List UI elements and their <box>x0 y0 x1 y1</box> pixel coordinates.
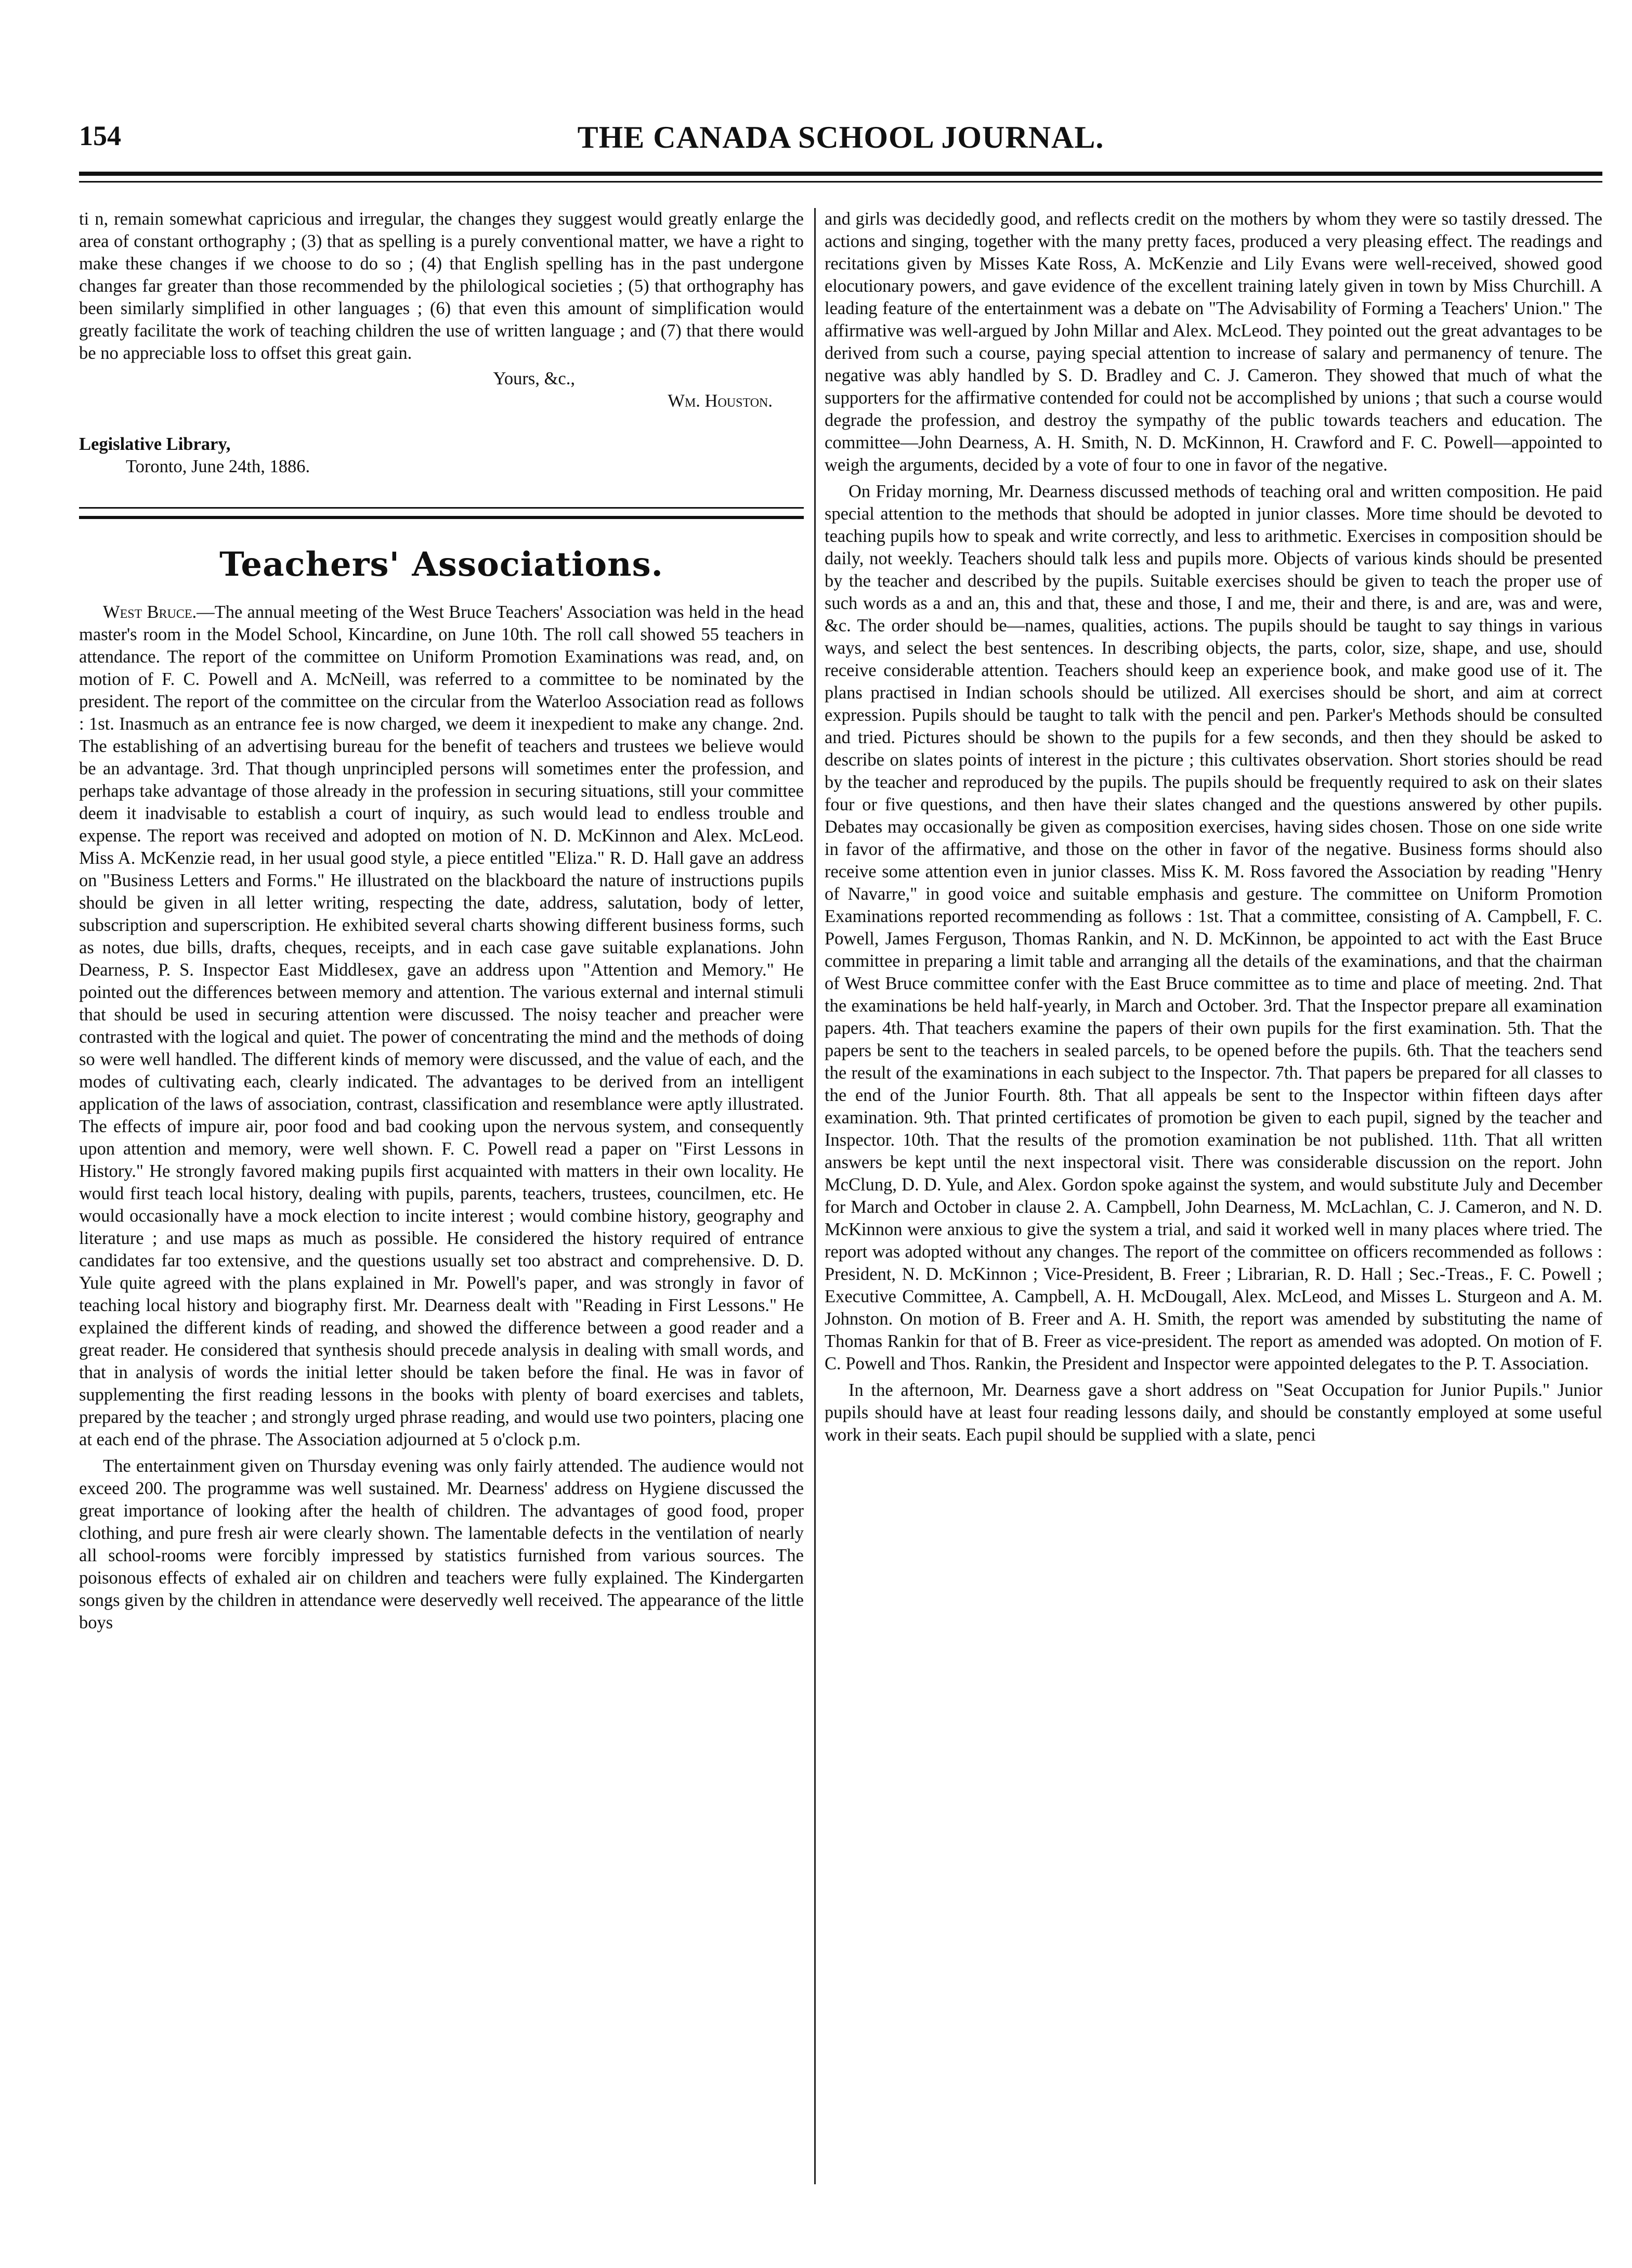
letter-signoff <box>79 368 804 412</box>
letter-place: Legislative Library, <box>79 434 231 454</box>
section-heading: Teachers' Associations. <box>219 545 663 584</box>
header-rule-thin <box>79 181 1602 183</box>
article-paragraph <box>79 601 804 1451</box>
letter-closing: Yours, &c., <box>493 369 575 388</box>
article-paragraph: In the afternoon, Mr. Dearness gave a short address on "Seat Occupation for Junior Pupils." Junior pupils should have at least four reading lessons daily, and should be constantly employed at some useful work in their seats. Each pupil should be supplied with a slate, penci <box>825 1380 1602 1445</box>
article-lead-in: West Bruce. <box>103 602 197 622</box>
letter-signature: Wm. Houston. <box>668 391 773 411</box>
column-divider <box>814 208 816 2184</box>
section-divider <box>79 507 804 519</box>
page-header <box>79 120 1602 166</box>
article-paragraph: On Friday morning, Mr. Dearness discussed methods of teaching oral and written composition. He paid special attention to the methods that should be adopted in junior classes. More time should be devoted to teaching pupils how to speak and write correctly, and less to arithmetic. Exercises in composition should be daily, not weekly. Teachers should talk less and pupils more. Objects of various kinds should be presented by the teacher and described by the pupils. Suitable exercises should be given to teach the proper use of such words as a and an, this and that, these and those, I and me, their and there, is and are, was and were, &c. The order should be—names, qualities, actions. The pupils should be taught to say things in various ways, and select the best sentences. In describing objects, the parts, color, size, shape, and use, should receive considerable attention. Teachers should keep an experience book, and make good use of it. The plans practised in Indian schools should be utilized. All exercises should be short, and aim at correct expression. Pupils should be taught to talk with the pencil and pen. Parker's Methods should be consulted and tried. Pictures should be shown to the pupils for a few seconds, and then they should be asked to describe on slates points of interest in the picture ; this cultivates observation. Short stories should be read by the teacher and reproduced by the pupils. The pupils should be frequently required to ask on their slates four or five questions, and then have their slates changed and the questions answered by other pupils. Debates may occasionally be given as composition exercises, having sides chosen. Those on one side write in favor of the affirmative, and those on the other in favor of the negative. Business forms should also receive some attention even in junior classes. Miss K. M. Ross favored the Association by reading "Henry of Navarre," in good voice and suitable emphasis and gesture. The committee on Uniform Promotion Examinations reported recommending as follows : 1st. That a committee, consisting of A. Campbell, F. C. Powell, James Ferguson, Thomas Rankin, and N. D. McKinnon, be appointed to act with the East Bruce committee in preparing a limit table and arranging all the details of the examinations, and that the chairman of West Bruce committee confer with the East Bruce committee as to time and place of meeting. 2nd. That the examinations be held half-yearly, in March and October. 3rd. That the Inspector prepare all examination papers. 4th. That teachers examine the papers of their own pupils for the first examination. 5th. That the papers be sent to the teachers in sealed parcels, to be opened before the pupils. 6th. That the teachers send the result of the examinations in each subject to the Inspector. 7th. That papers be prepared for all classes to the end of the Junior Fourth. 8th. That all appeals be sent to the Inspector within fifteen days after examination. 9th. That printed certificates of promotion be given to each pupil, signed by the teacher and Inspector. 10th. That the results of the promotion examination be not published. 11th. That all written answers be kept until the next inspectoral visit. There was considerable discussion on the report. John McClung, D. D. Yule, and Alex. Gordon spoke against the system, and would substitute July and December for March and October in clause 2. A. Campbell, John Dearness, M. McLachlan, C. J. Cameron, and N. D. McKinnon were anxious to give the system a trial, and said it worked well in many places where tried. The report was adopted without any changes. The report of the committee on officers recommended as follows : President, N. D. McKinnon ; Vice-President, B. Freer ; Librarian, R. D. Hall ; Sec.-Treas., F. C. Powell ; Executive Committee, A. Campbell, A. H. McDougall, Alex. McLeod, and Misses L. Sturgeon and A. M. Johnston. On motion of B. Freer and A. H. Smith, the report was amended by substituting the name of Thomas Rankin for that of B. Freer as vice-president. The report as amended was adopted. On motion of F. C. Powell and Thos. Rankin, the President and Inspector were appointed delegates to the P. T. Association. <box>825 482 1602 1373</box>
article-paragraph-text: —The annual meeting of the West Bruce Teachers' Association was held in the head master's room in the Model School, Kincardine, on June 10th. The roll call showed 55 teachers in attendance. The report of the committee on Uniform Promotion Examinations was read, and, on motion of F. C. Powell and A. McNeill, was referred to a committee to be nominated by the president. The report of the committee on the circular from the Waterloo Association read as follows : 1st. Inasmuch as an entrance fee is now charged, we deem it inexpedient to make any change. 2nd. The establishing of an advertising bureau for the benefit of teachers and trustees we believe would be an advantage. 3rd. That though unprincipled persons will sometimes enter the profession, and perhaps take advantage of those already in the profession in securing situations, still your committee deem it inadvisable to establish a court of inquiry, as such would lead to endless trouble and expense. The report was received and adopted on motion of N. D. McKinnon and Alex. McLeod. Miss A. McKenzie read, in her usual good style, a piece entitled "Eliza." R. D. Hall gave an address on "Business Letters and Forms." He illustrated on the blackboard the nature of instructions pupils should be given in all letter writing, respecting the date, address, salutation, body of letter, subscription and superscription. He exhibited several charts showing different business forms, such as notes, due bills, drafts, cheques, receipts, and in each case gave suitable explanations. John Dearness, P. S. Inspector East Middlesex, gave an address upon "Attention and Memory." He pointed out the differences between memory and attention. The various external and internal stimuli that should be used in securing attention were discussed. The noisy teacher and preacher were contrasted with the logical and quiet. The power of concentrating the mind and the methods of doing so were well handled. The different kinds of memory were discussed, and the value of each, and the modes of cultivating each, clearly indicated. The advantages to be derived from an intelligent application of the laws of association, contrast, classification and resemblance were aptly illustrated. The effects of impure air, poor food and bad cooking upon the nervous system, and consequently upon attention and memory, were well shown. F. C. Powell read a paper on "First Lessons in History." He strongly favored making pupils first acquainted with matters in their own locality. He would first teach local history, dealing with pupils, parents, teachers, trustees, councilmen, etc. He would occasionally have a mock election to incite interest ; would combine history, geography and literature ; and use maps as much as possible. He considered the history required of entrance candidates far too extensive, and the questions usually set too abstract and comprehensive. D. D. Yule quite agreed with the plans explained in Mr. Powell's paper, and was strongly in favor of teaching local history and biography first. Mr. Dearness dealt with "Reading in First Lessons." He explained the different kinds of reading, and showed the difference between a good reader and a great reader. He considered that synthesis should precede analysis in dealing with small words, and that in analysis of words the initial letter should be taken before the final. He was in favor of supplementing the first reading lessons in the books with plenty of board exercises and tablets, prepared by the teacher ; and strongly urged phrase reading, and would use two pointers, placing one at each end of the phrase. The Association adjourned at 5 o'clock p.m. <box>79 602 804 1449</box>
journal-title: THE CANADA SCHOOL JOURNAL. <box>577 120 1104 154</box>
right-column <box>825 208 1602 1446</box>
letter-body: ti n, remain somewhat capricious and irregular, the changes they suggest would greatly enlarge the area of constant orthography ; (3) that as spelling is a purely conventional matter, we have a right to make these changes if we choose to do so ; (4) that English spelling has in the past undergone changes far greater than those recommended by the philological societies ; (5) that orthography has been similarly simplified in other languages ; (6) that even this amount of simplification would greatly facilitate the work of teaching children the use of written language ; and (7) that there would be no appreciable loss to offset this great gain. <box>79 209 804 363</box>
article-paragraph: and girls was decidedly good, and reflects credit on the mothers by whom they were so tastily dressed. The actions and singing, together with the many pretty faces, produced a very pleasing effect. The readings and recitations given by Misses Kate Ross, A. McKenzie and Lily Evans were well-received, showed good elocutionary powers, and gave evidence of the excellent training lately given in town by Miss Churchill. A leading feature of the entertainment was a debate on "The Advisability of Forming a Teachers' Union." The affirmative was well-argued by John Millar and Alex. McLeod. They pointed out the great advantages to be derived from such a course, paying special attention to increase of salary and permanency of tenure. The negative was ably handled by S. D. Bradley and C. J. Cameron. They showed that much of what the supporters for the affirmative contended for could not be accomplished by unions ; that such a course would degrade the profession, and destroy the sympathy of the public towards teachers and education. The committee—John Dearness, A. H. Smith, N. D. McKinnon, H. Crawford and F. C. Powell—appointed to weigh the arguments, decided by a vote of four to one in favor of the negative. <box>825 209 1602 475</box>
left-column <box>79 208 804 1634</box>
page-number: 154 <box>79 120 121 151</box>
article-paragraph: The entertainment given on Thursday evening was only fairly attended. The audience would not exceed 200. The programme was well sustained. Mr. Dearness' address on Hygiene discussed the great importance of looking after the health of children. The advantages of good food, proper clothing, and pure fresh air were clearly shown. The lamentable defects in the ventilation of nearly all school-rooms were forcibly impressed by statistics furnished from various sources. The poisonous effects of exhaled air on children and teachers were fully explained. The Kindergarten songs given by the children in attendance were deservedly well received. The appearance of the little boys <box>79 1456 804 1632</box>
header-rule-thick <box>79 172 1602 176</box>
letter-date: Toronto, June 24th, 1886. <box>126 457 310 476</box>
